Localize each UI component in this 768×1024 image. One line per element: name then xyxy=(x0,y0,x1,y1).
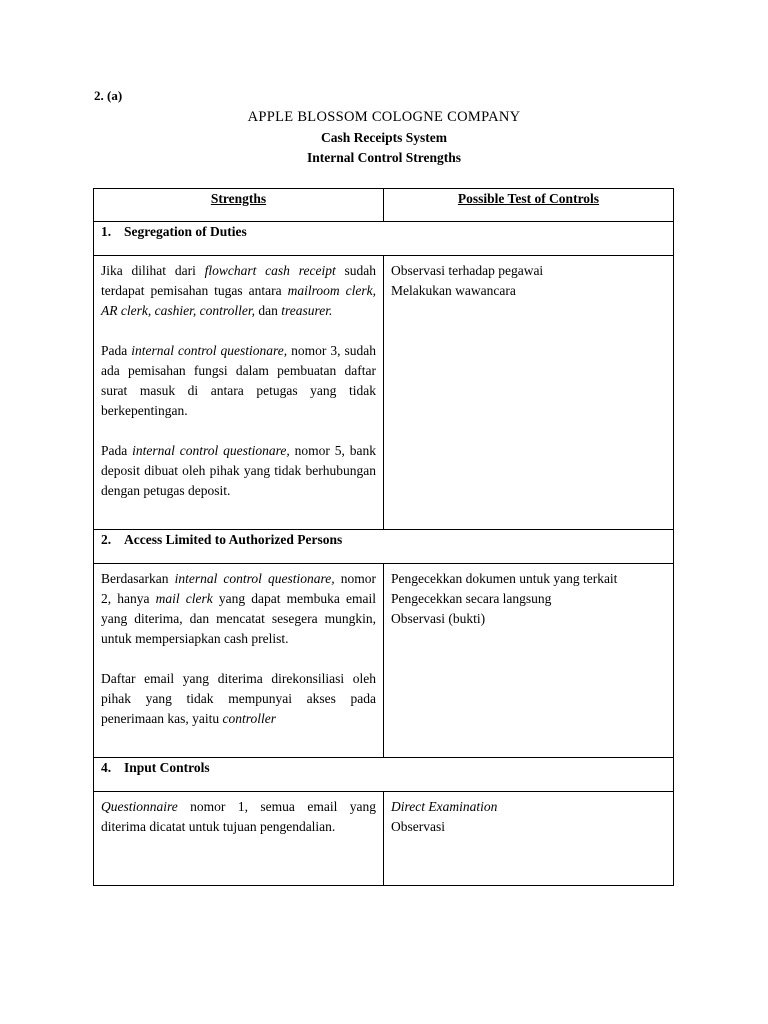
section-heading xyxy=(94,222,674,256)
test-text: Observasi terhadap pegawai xyxy=(391,263,544,278)
section-number: 1. xyxy=(101,224,112,239)
strengths-cell xyxy=(94,256,384,530)
strength-paragraph xyxy=(101,441,376,501)
test-text: Observasi (bukti) xyxy=(391,611,486,626)
test-item xyxy=(391,261,666,281)
italic-term: mailroom clerk, xyxy=(287,283,376,298)
table-row xyxy=(94,564,674,758)
test-item xyxy=(391,817,666,837)
strength-paragraph xyxy=(101,669,376,729)
table-row xyxy=(94,792,674,886)
document-heading xyxy=(0,107,768,169)
section-title: Access Limited to Authorized Persons xyxy=(124,532,343,547)
section-heading-row xyxy=(94,758,674,792)
italic-term: mail clerk xyxy=(155,591,213,606)
strength-paragraph xyxy=(101,569,376,649)
text-run: dan xyxy=(254,303,282,318)
italic-term: treasurer. xyxy=(281,303,333,318)
section-heading-row xyxy=(94,222,674,256)
italic-term: internal control questionare, xyxy=(131,343,288,358)
text-run: Jika dilihat dari xyxy=(101,263,205,278)
system-title: Cash Receipts System xyxy=(321,129,447,145)
text-run: nomor 5, bank deposit dibuat oleh pihak yang tidak berhubungan dengan petugas deposit. xyxy=(101,443,376,498)
italic-term: cashier, controller, xyxy=(154,303,255,318)
table-row xyxy=(94,256,674,530)
strength-paragraph xyxy=(101,341,376,421)
test-item xyxy=(391,569,666,589)
text-run: Daftar email yang diterima direkonsiliasi oleh pihak yang tidak mempunyai akses pada penerimaan kas, yaitu xyxy=(101,671,376,726)
text-run: nomor 1, semua email yang diterima dicatat untuk tujuan pengendalian. xyxy=(101,799,376,834)
section-heading-row xyxy=(94,530,674,564)
tests-cell xyxy=(384,256,674,530)
company-name: APPLE BLOSSOM COLOGNE COMPANY xyxy=(247,109,521,125)
italic-term: internal control questionare, xyxy=(174,571,335,586)
italic-term: flowchart cash receipt xyxy=(204,263,336,278)
tests-cell xyxy=(384,792,674,886)
strength-paragraph xyxy=(101,261,376,321)
text-run: nomor 3, sudah ada pemisahan fungsi dalam pembuatan daftar surat masuk di antara petugas yang tidak berkepentingan. xyxy=(101,343,376,418)
italic-term: Questionnaire xyxy=(101,799,178,814)
italic-term: controller xyxy=(222,711,276,726)
strengths-cell xyxy=(94,564,384,758)
controls-table xyxy=(93,188,674,886)
text-run: Pada xyxy=(101,443,133,458)
strength-paragraph xyxy=(101,797,376,837)
section-number: 4. xyxy=(101,760,112,775)
test-item xyxy=(391,797,666,817)
section-heading xyxy=(94,530,674,564)
text-run: Berdasarkan xyxy=(101,571,175,586)
test-item xyxy=(391,281,666,301)
section-heading xyxy=(94,758,674,792)
strengths-cell xyxy=(94,792,384,886)
text-run: nomor 2, hanya xyxy=(101,571,377,606)
strengths-header: Strengths xyxy=(94,189,384,222)
test-text: Pengecekkan dokumen untuk yang terkait xyxy=(391,571,618,586)
text-run: yang dapat membuka email yang diterima, dan mencatat sesegera mungkin, untuk mempersiapkan cash prelist. xyxy=(101,591,377,646)
text-run: Pada xyxy=(101,343,132,358)
tests-header: Possible Test of Controls xyxy=(384,189,674,222)
test-text: Pengecekkan secara langsung xyxy=(391,591,552,606)
section-title: Internal Control Strengths xyxy=(306,150,461,165)
section-number: 2. xyxy=(101,532,112,547)
test-text: Observasi xyxy=(391,819,445,834)
italic-term: internal control questionare, xyxy=(132,443,290,458)
test-text: Direct Examination xyxy=(391,799,498,814)
text-run: sudah terdapat pemisahan tugas antara xyxy=(101,263,376,298)
table-header-row xyxy=(94,189,674,222)
tests-cell xyxy=(384,564,674,758)
section-title: Input Controls xyxy=(124,760,210,775)
section-title: Segregation of Duties xyxy=(124,224,247,239)
test-item xyxy=(391,589,666,609)
test-text: Melakukan wawancara xyxy=(391,283,516,298)
test-item xyxy=(391,609,666,629)
question-label: 2. (a) xyxy=(94,88,123,103)
italic-term: AR clerk, xyxy=(101,303,152,318)
